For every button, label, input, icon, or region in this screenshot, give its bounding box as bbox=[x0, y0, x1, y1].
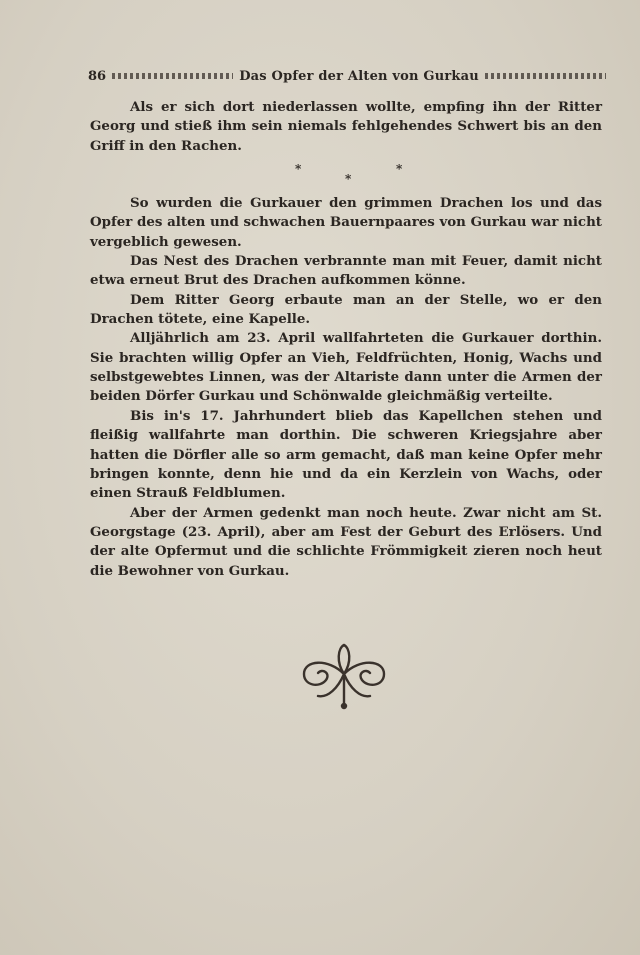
separator-star: * bbox=[345, 172, 352, 187]
header-ornament-right bbox=[485, 73, 606, 79]
paragraph: Dem Ritter Georg erbaute man an der Stelle, wo er den Drachen tötete, eine Kapelle. bbox=[90, 291, 602, 328]
paragraph: Alljährlich am 23. April wallfahrteten die Gurkauer dorthin. Sie brachten willig Opfer an Vieh, Feldfrüchten, Honig, Wachs und selbstgewebtes Linnen, was der Altariste dann unter die Armen der beiden Dörfer Gurkau und Schönwalde gleichmäßig verteilte. bbox=[90, 330, 602, 405]
page-header bbox=[88, 66, 606, 86]
body-text bbox=[90, 98, 602, 581]
paragraph: Als er sich dort niederlassen wollte, empfing ihn der Ritter Georg und stieß ihm sein niemals fehlgehendes Schwert bis an den Griff in den Rachen. bbox=[90, 99, 602, 154]
section-separator bbox=[90, 156, 602, 194]
scroll-flourish-icon bbox=[298, 640, 390, 710]
page-number: 86 bbox=[88, 68, 107, 84]
paragraph: Bis in's 17. Jahrhundert blieb das Kapellchen stehen und fleißig wallfahrte man dorthin. Die schweren Kriegsjahre aber hatten die Dörfler alle so arm gemacht, daß man keine Opfer mehr bringen konnte, denn hie und da ein Kerzlein von Wachs, oder einen Strauß Feldblumen. bbox=[90, 407, 602, 502]
separator-star: * bbox=[396, 162, 403, 177]
header-ornament-left bbox=[112, 73, 233, 79]
running-title: Das Opfer der Alten von Gurkau bbox=[239, 68, 479, 84]
separator-star: * bbox=[295, 162, 302, 177]
paragraph: So wurden die Gurkauer den grimmen Drachen los und das Opfer des alten und schwachen Bauernpaares von Gurkau war nicht vergeblich gewesen. bbox=[90, 195, 602, 250]
paragraph: Das Nest des Drachen verbrannte man mit Feuer, damit nicht etwa erneut Brut des Drachen aufkommen könne. bbox=[90, 253, 602, 289]
paragraph: Aber der Armen gedenkt man noch heute. Zwar nicht am St. Georgstage (23. April), aber am Fest der Geburt des Erlösers. Und der alte Opfermut und die schlichte Frömmigkeit zieren noch heut die Bewohner von Gurkau. bbox=[90, 504, 602, 579]
